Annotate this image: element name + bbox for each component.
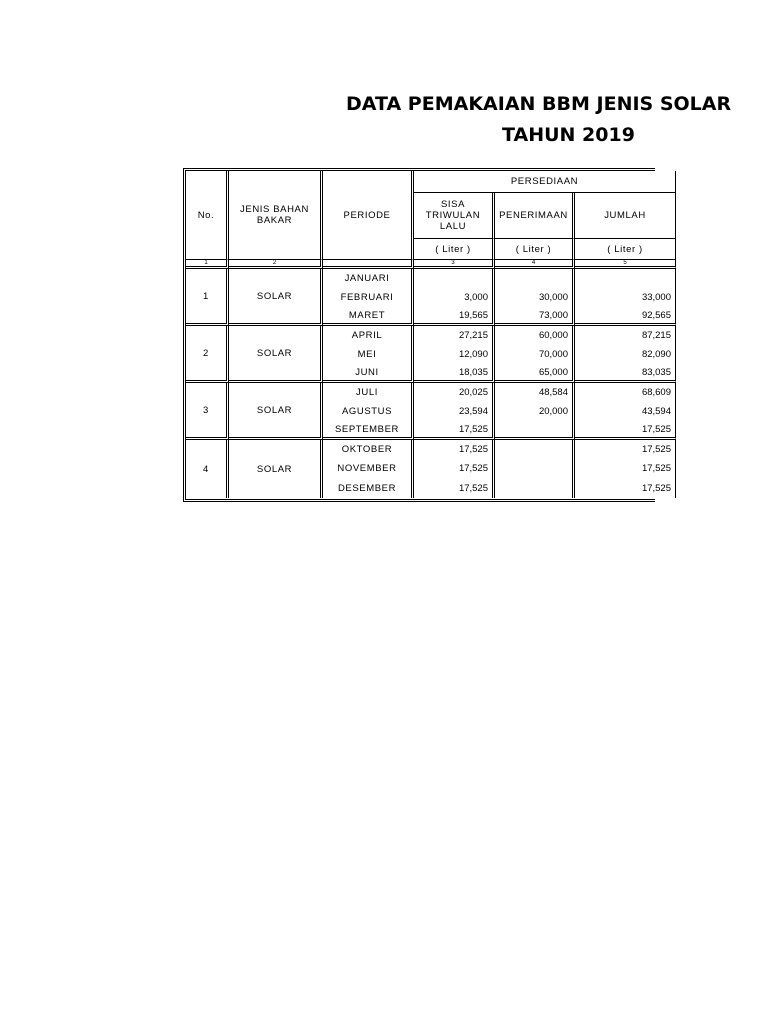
row-sisa: 17,525 bbox=[414, 421, 495, 440]
ref-number: 1 bbox=[186, 260, 229, 269]
row-periode: SEPTEMBER bbox=[323, 421, 414, 440]
row-jumlah: 68,609 bbox=[575, 383, 676, 402]
row-periode: APRIL bbox=[323, 326, 414, 345]
ref-number: 4 bbox=[495, 260, 575, 269]
row-jumlah bbox=[575, 269, 676, 288]
row-penerimaan bbox=[495, 269, 575, 288]
row-jumlah: 17,525 bbox=[575, 459, 676, 478]
row-penerimaan: 65,000 bbox=[495, 364, 575, 383]
row-sisa: 17,525 bbox=[414, 459, 495, 478]
row-penerimaan bbox=[495, 478, 575, 498]
row-periode: JANUARI bbox=[323, 269, 414, 288]
row-jenis: SOLAR bbox=[229, 269, 323, 326]
row-sisa: 12,090 bbox=[414, 345, 495, 364]
row-periode: AGUSTUS bbox=[323, 402, 414, 421]
row-periode: DESEMBER bbox=[323, 478, 414, 498]
table-row bbox=[186, 383, 676, 402]
row-sisa bbox=[414, 269, 495, 288]
report-year: TAHUN 2019 bbox=[502, 124, 635, 146]
header-no: No. bbox=[186, 171, 229, 260]
row-penerimaan: 60,000 bbox=[495, 326, 575, 345]
row-jumlah: 17,525 bbox=[575, 421, 676, 440]
row-penerimaan: 73,000 bbox=[495, 307, 575, 326]
row-sisa: 27,215 bbox=[414, 326, 495, 345]
report-title: DATA PEMAKAIAN BBM JENIS SOLAR bbox=[346, 93, 732, 115]
row-penerimaan bbox=[495, 459, 575, 478]
unit-penerimaan: ( Liter ) bbox=[495, 239, 575, 260]
row-periode: MEI bbox=[323, 345, 414, 364]
row-periode: JULI bbox=[323, 383, 414, 402]
table-row bbox=[186, 326, 676, 345]
row-periode: OKTOBER bbox=[323, 440, 414, 459]
table-row bbox=[186, 269, 676, 288]
row-sisa: 3,000 bbox=[414, 288, 495, 307]
row-no: 1 bbox=[186, 269, 229, 326]
row-no: 3 bbox=[186, 383, 229, 440]
row-no: 4 bbox=[186, 440, 229, 498]
header-jumlah: JUMLAH bbox=[575, 193, 676, 239]
ref-number: 5 bbox=[575, 260, 676, 269]
row-sisa: 17,525 bbox=[414, 440, 495, 459]
row-jumlah: 92,565 bbox=[575, 307, 676, 326]
row-penerimaan bbox=[495, 421, 575, 440]
row-sisa: 20,025 bbox=[414, 383, 495, 402]
row-jenis: SOLAR bbox=[229, 326, 323, 383]
row-jenis: SOLAR bbox=[229, 383, 323, 440]
bbm-usage-table bbox=[183, 168, 671, 502]
row-penerimaan bbox=[495, 440, 575, 459]
row-sisa: 19,565 bbox=[414, 307, 495, 326]
row-jumlah: 33,000 bbox=[575, 288, 676, 307]
row-jumlah: 87,215 bbox=[575, 326, 676, 345]
row-sisa: 23,594 bbox=[414, 402, 495, 421]
row-periode: FEBRUARI bbox=[323, 288, 414, 307]
row-sisa: 17,525 bbox=[414, 478, 495, 498]
row-jumlah: 43,594 bbox=[575, 402, 676, 421]
header-periode: PERIODE bbox=[323, 171, 414, 260]
table-row bbox=[186, 440, 676, 459]
row-jumlah: 83,035 bbox=[575, 364, 676, 383]
row-jenis: SOLAR bbox=[229, 440, 323, 498]
row-jumlah: 17,525 bbox=[575, 478, 676, 498]
row-periode: JUNI bbox=[323, 364, 414, 383]
row-penerimaan: 48,584 bbox=[495, 383, 575, 402]
row-penerimaan: 70,000 bbox=[495, 345, 575, 364]
ref-number: 2 bbox=[229, 260, 323, 269]
unit-sisa: ( Liter ) bbox=[414, 239, 495, 260]
row-jumlah: 17,525 bbox=[575, 440, 676, 459]
header-sisa-triwulan-lalu: SISA TRIWULAN LALU bbox=[414, 193, 495, 239]
row-penerimaan: 20,000 bbox=[495, 402, 575, 421]
ref-number bbox=[323, 260, 414, 269]
row-penerimaan: 30,000 bbox=[495, 288, 575, 307]
row-sisa: 18,035 bbox=[414, 364, 495, 383]
header-penerimaan: PENERIMAAN bbox=[495, 193, 575, 239]
ref-number: 3 bbox=[414, 260, 495, 269]
header-persediaan: PERSEDIAAN bbox=[414, 171, 676, 193]
row-no: 2 bbox=[186, 326, 229, 383]
row-periode: NOVEMBER bbox=[323, 459, 414, 478]
header-jenis-bahan-bakar: JENIS BAHAN BAKAR bbox=[229, 171, 323, 260]
unit-jumlah: ( Liter ) bbox=[575, 239, 676, 260]
row-periode: MARET bbox=[323, 307, 414, 326]
row-jumlah: 82,090 bbox=[575, 345, 676, 364]
